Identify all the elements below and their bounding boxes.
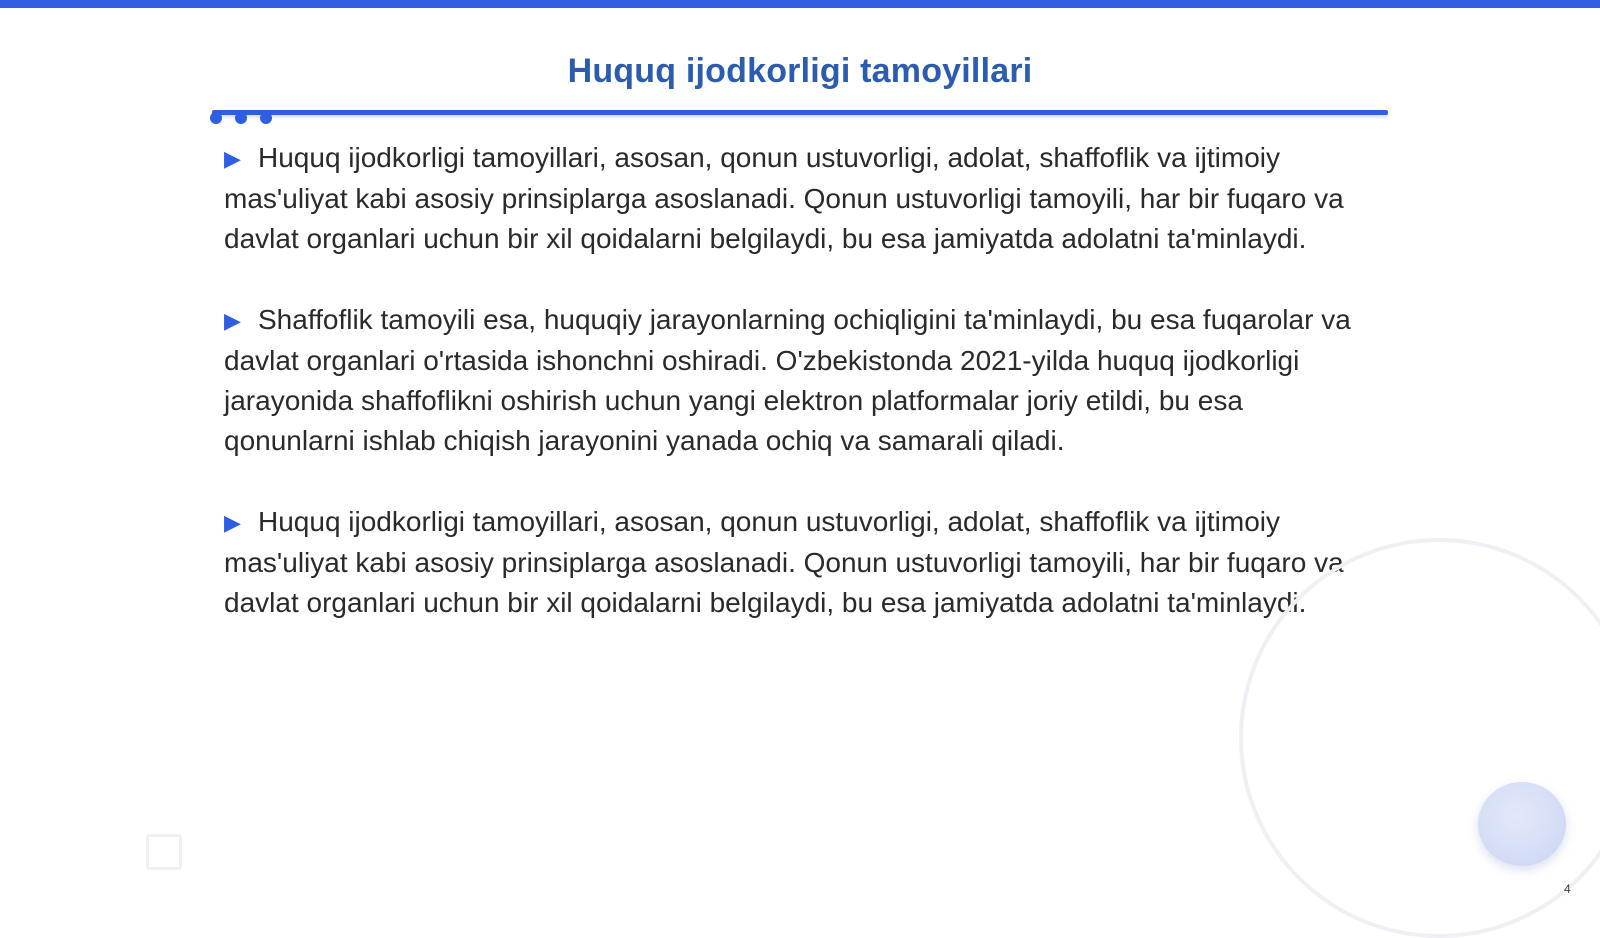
decorative-circle	[1478, 782, 1566, 866]
paragraph-text: Huquq ijodkorligi tamoyillari, asosan, qonun ustuvorligi, adolat, shaffoflik va ijtimoiy mas'uliyat kabi asosiy prinsiplarga asoslanadi. Qonun ustuvorligi tamoyili, har bir fuqaro va davlat organlari uchun bir xil qoidalarni belgilaydi, bu esa jamiyatda adolatni ta'minlaydi.	[224, 506, 1344, 618]
paragraph-text: Shaffoflik tamoyili esa, huquqiy jarayonlarning ochiqligini ta'minlaydi, bu esa fuqarolar va davlat organlari o'rtasida ishonchni oshiradi. O'zbekistonda 2021-yilda huquq ijodkorligi jarayonida shaffoflikni oshirish uchun yangi elektron platformalar joriy etildi, bu esa qonunlarni ishlab chiqish jarayonini yanada ochiq va samarali qiladi.	[224, 304, 1351, 456]
paragraph-text: Huquq ijodkorligi tamoyillari, asosan, qonun ustuvorligi, adolat, shaffoflik va ijtimoiy mas'uliyat kabi asosiy prinsiplarga asoslanadi. Qonun ustuvorligi tamoyili, har bir fuqaro va davlat organlari uchun bir xil qoidalarni belgilaydi, bu esa jamiyatda adolatni ta'minlaydi.	[224, 142, 1344, 254]
bullet-paragraph	[224, 300, 1374, 461]
slide-body	[224, 138, 1374, 664]
bullet-paragraph	[224, 138, 1374, 259]
bullet-paragraph	[224, 502, 1374, 623]
triangle-bullet-icon: ▶	[224, 146, 241, 171]
underline-dot	[210, 112, 222, 124]
top-accent-bar	[0, 0, 1600, 8]
underline-dot	[260, 112, 272, 124]
triangle-bullet-icon: ▶	[224, 308, 241, 333]
decorative-square	[146, 834, 182, 870]
slide-title: Huquq ijodkorligi tamoyillari	[567, 52, 1033, 90]
underline-dot	[235, 112, 247, 124]
title-underline	[212, 110, 1388, 115]
triangle-bullet-icon: ▶	[224, 510, 241, 535]
page-number: 4	[1564, 882, 1571, 896]
